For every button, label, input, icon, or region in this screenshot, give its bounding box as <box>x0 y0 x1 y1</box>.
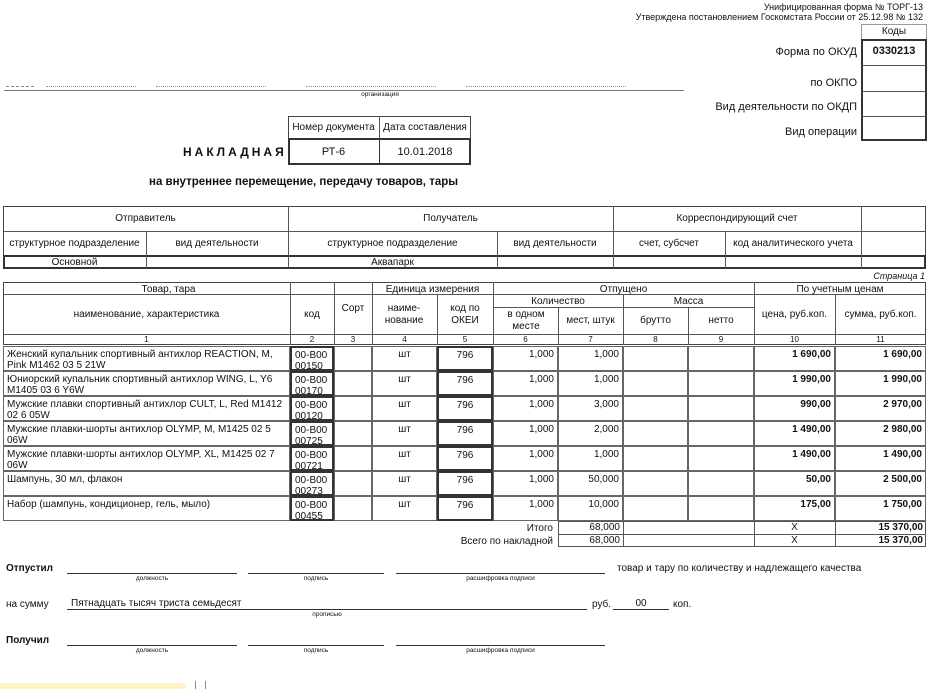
sum-words-line[interactable] <box>67 609 587 610</box>
row-okei: 796 <box>437 471 493 496</box>
organization-caption: организация <box>361 91 399 98</box>
total-doc-label: Всего по накладной <box>460 536 553 547</box>
form-name: Унифицированная форма № ТОРГ-13 <box>763 2 923 12</box>
operation-label: Вид операции <box>785 126 857 138</box>
row-sum: 2 970,00 <box>835 396 926 421</box>
row-in_one: 1,000 <box>493 371 558 396</box>
row-in_one: 1,000 <box>493 496 558 521</box>
received-decode-caption: расшифровка подписи <box>466 647 535 654</box>
row-unit: шт <box>372 421 437 446</box>
released-signature-line[interactable] <box>248 573 384 574</box>
row-empty-cell <box>623 371 688 396</box>
doc-title: НАКЛАДНАЯ <box>183 145 287 159</box>
price-header: цена, руб.коп. <box>761 309 828 320</box>
sort-header: Сорт <box>341 303 365 314</box>
row-code: 00-В00 00273 <box>290 471 334 496</box>
row-empty-cell <box>688 496 754 521</box>
row-empty-cell <box>334 421 372 446</box>
rub-label: руб. <box>592 599 612 610</box>
sender-activity-label: вид деятельности <box>175 238 259 249</box>
analytic-label: код аналитического учета <box>733 238 853 249</box>
mass-header: Масса <box>673 296 704 307</box>
unit-header: Единица измерения <box>385 284 480 295</box>
unit-name-header: наиме-нование <box>384 303 424 326</box>
col-num-11: 11 <box>876 335 885 344</box>
col-num-8: 8 <box>653 335 658 344</box>
sum-words: Пятнадцать тысяч триста семьдесят <box>71 598 242 609</box>
codes-header: Коды <box>861 24 927 40</box>
total-doc-x: X <box>791 535 798 546</box>
okdp-label: Вид деятельности по ОКДП <box>715 101 857 113</box>
subaccount-label: счет, субсчет <box>639 238 699 249</box>
row-sum: 1 690,00 <box>835 346 926 371</box>
row-empty-cell <box>334 371 372 396</box>
sender-header: Отправитель <box>115 213 176 224</box>
row-empty-cell <box>688 446 754 471</box>
row-code: 00-В00 00150 <box>290 346 334 371</box>
received-decode-line[interactable] <box>396 645 605 646</box>
row-qty: 3,000 <box>558 396 623 421</box>
col-num-5: 5 <box>462 335 468 344</box>
row-unit: шт <box>372 371 437 396</box>
row-in_one: 1,000 <box>493 396 558 421</box>
row-name: Мужские плавки спортивный антихлор CULT, L, Red M1412 02 6 05W <box>3 396 290 421</box>
row-qty: 1,000 <box>558 346 623 371</box>
released-signature-caption: подпись <box>303 575 329 582</box>
received-label: Получил <box>6 635 50 646</box>
row-okei: 796 <box>437 496 493 521</box>
row-name: Мужские плавки-шорты антихлор OLYMP, M, M1425 02 5 06W <box>3 421 290 446</box>
row-okei: 796 <box>437 346 493 371</box>
kop-label: коп. <box>673 599 692 610</box>
row-unit: шт <box>372 471 437 496</box>
sender-value: Основной <box>51 257 98 268</box>
row-empty-cell <box>688 421 754 446</box>
col-num-2: 2 <box>309 335 315 344</box>
received-position-line[interactable] <box>67 645 237 646</box>
quality-text: товар и тару по количеству и надлежащего качества <box>617 563 862 574</box>
sender-struct-label: структурное подразделение <box>9 238 140 249</box>
gross-header: брутто <box>640 315 671 326</box>
col-num-9: 9 <box>718 335 724 344</box>
net-header: нетто <box>708 315 734 326</box>
row-name: Мужские плавки-шорты антихлор OLYMP, XL, M1425 02 7 06W <box>3 446 290 471</box>
released-decode-line[interactable] <box>396 573 605 574</box>
row-code: 00-В00 00721 <box>290 446 334 471</box>
row-okei: 796 <box>437 446 493 471</box>
col-num-7: 7 <box>588 335 593 344</box>
itogo-label: Итого <box>526 523 553 534</box>
row-sum: 2 500,00 <box>835 471 926 496</box>
row-name: Набор (шампунь, кондиционер, гель, мыло) <box>3 496 290 521</box>
col-num-10: 10 <box>790 335 799 344</box>
row-empty-cell <box>334 446 372 471</box>
row-sum: 2 980,00 <box>835 421 926 446</box>
row-price: 1 490,00 <box>754 446 835 471</box>
organization-redacted <box>6 80 646 89</box>
goods-header: Товар, тара <box>141 284 196 295</box>
row-unit: шт <box>372 346 437 371</box>
col-num-1: 1 <box>144 335 149 344</box>
name-header: наименование, характеристика <box>73 309 220 320</box>
row-price: 1 990,00 <box>754 371 835 396</box>
row-in_one: 1,000 <box>493 471 558 496</box>
sum-words-caption: прописью <box>312 611 342 618</box>
sum-label: на сумму <box>6 599 49 610</box>
received-signature-caption: подпись <box>303 647 329 654</box>
col-num-6: 6 <box>523 335 528 344</box>
kop-value: 00 <box>635 598 647 609</box>
code-header: код <box>304 309 320 320</box>
col-num-4: 4 <box>402 335 407 344</box>
row-empty-cell <box>688 396 754 421</box>
okpo-label: по ОКПО <box>810 77 857 89</box>
doc-subtitle: на внутреннее перемещение, передачу товаров, тары <box>149 176 459 188</box>
row-price: 1 690,00 <box>754 346 835 371</box>
row-empty-cell <box>623 446 688 471</box>
doc-date: 10.01.2018 <box>397 146 453 158</box>
row-qty: 50,000 <box>558 471 623 496</box>
total-doc-sum: 15 370,00 <box>878 535 923 546</box>
row-empty-cell <box>334 471 372 496</box>
places-header: мест, штук <box>566 315 615 326</box>
okei-header: код по ОКЕИ <box>450 303 480 326</box>
row-name: Женский купальник спортивный антихлор REACTION, M, Pink M1462 03 5 21W <box>3 346 290 371</box>
row-unit: шт <box>372 446 437 471</box>
row-empty-cell <box>623 496 688 521</box>
receiver-struct-label: структурное подразделение <box>327 238 458 249</box>
row-price: 175,00 <box>754 496 835 521</box>
itogo-x: X <box>791 522 798 533</box>
row-unit: шт <box>372 496 437 521</box>
receiver-header: Получатель <box>423 213 478 224</box>
row-code: 00-В00 00725 <box>290 421 334 446</box>
released-label: Отпустил <box>6 563 53 574</box>
row-empty-cell <box>334 496 372 521</box>
row-empty-cell <box>688 346 754 371</box>
row-code: 00-В00 00120 <box>290 396 334 421</box>
okud-label: Форма по ОКУД <box>775 46 857 58</box>
page-number: Страница 1 <box>873 271 925 281</box>
row-name: Юниорский купальник спортивный антихлор WING, L, Y6 M1405 03 6 Y6W <box>3 371 290 396</box>
released-position-caption: должность <box>135 575 169 582</box>
released-position-line[interactable] <box>67 573 237 574</box>
row-in_one: 1,000 <box>493 346 558 371</box>
row-code: 00-В00 00170 <box>290 371 334 396</box>
row-qty: 10,000 <box>558 496 623 521</box>
quantity-header: Количество <box>531 296 585 307</box>
row-qty: 1,000 <box>558 371 623 396</box>
released-decode-caption: расшифровка подписи <box>466 575 535 582</box>
prices-header: По учетным ценам <box>796 284 884 295</box>
account-header: Корреспондирующий счет <box>676 213 798 224</box>
row-in_one: 1,000 <box>493 446 558 471</box>
approval-note: Утверждена постановлением Госкомстата России от 25.12.98 № 132 <box>635 12 923 22</box>
received-signature-line[interactable] <box>248 645 384 646</box>
doc-number: РТ-6 <box>321 146 346 158</box>
row-price: 1 490,00 <box>754 421 835 446</box>
received-position-caption: должность <box>135 647 169 654</box>
in-one-header: в одном месте <box>507 309 545 332</box>
released-header: Отпущено <box>599 284 648 295</box>
row-okei: 796 <box>437 371 493 396</box>
row-sum: 1 750,00 <box>835 496 926 521</box>
receiver-value: Аквапарк <box>371 257 414 268</box>
doc-date-label: Дата составления <box>383 122 467 133</box>
kop-line[interactable] <box>613 609 669 610</box>
row-price: 50,00 <box>754 471 835 496</box>
row-code: 00-В00 00455 <box>290 496 334 521</box>
row-name: Шампунь, 30 мл, флакон <box>3 471 290 496</box>
itogo-qty: 68,000 <box>589 522 620 533</box>
row-empty-cell <box>623 396 688 421</box>
doc-number-label: Номер документа <box>292 122 375 133</box>
row-sum: 1 490,00 <box>835 446 926 471</box>
row-price: 990,00 <box>754 396 835 421</box>
row-sum: 1 990,00 <box>835 371 926 396</box>
row-empty-cell <box>688 371 754 396</box>
col-num-3: 3 <box>350 335 356 344</box>
bottom-strip <box>0 683 186 689</box>
row-unit: шт <box>372 396 437 421</box>
row-empty-cell <box>623 346 688 371</box>
row-empty-cell <box>334 346 372 371</box>
row-qty: 2,000 <box>558 421 623 446</box>
row-in_one: 1,000 <box>493 421 558 446</box>
row-empty-cell <box>623 471 688 496</box>
total-doc-qty: 68,000 <box>589 535 620 546</box>
okud-code: 0330213 <box>872 45 916 57</box>
row-okei: 796 <box>437 421 493 446</box>
row-empty-cell <box>623 421 688 446</box>
row-qty: 1,000 <box>558 446 623 471</box>
row-empty-cell <box>688 471 754 496</box>
row-empty-cell <box>334 396 372 421</box>
receiver-activity-label: вид деятельности <box>513 238 597 249</box>
row-okei: 796 <box>437 396 493 421</box>
itogo-sum: 15 370,00 <box>878 522 923 533</box>
sum-header: сумма, руб.коп. <box>844 309 917 320</box>
